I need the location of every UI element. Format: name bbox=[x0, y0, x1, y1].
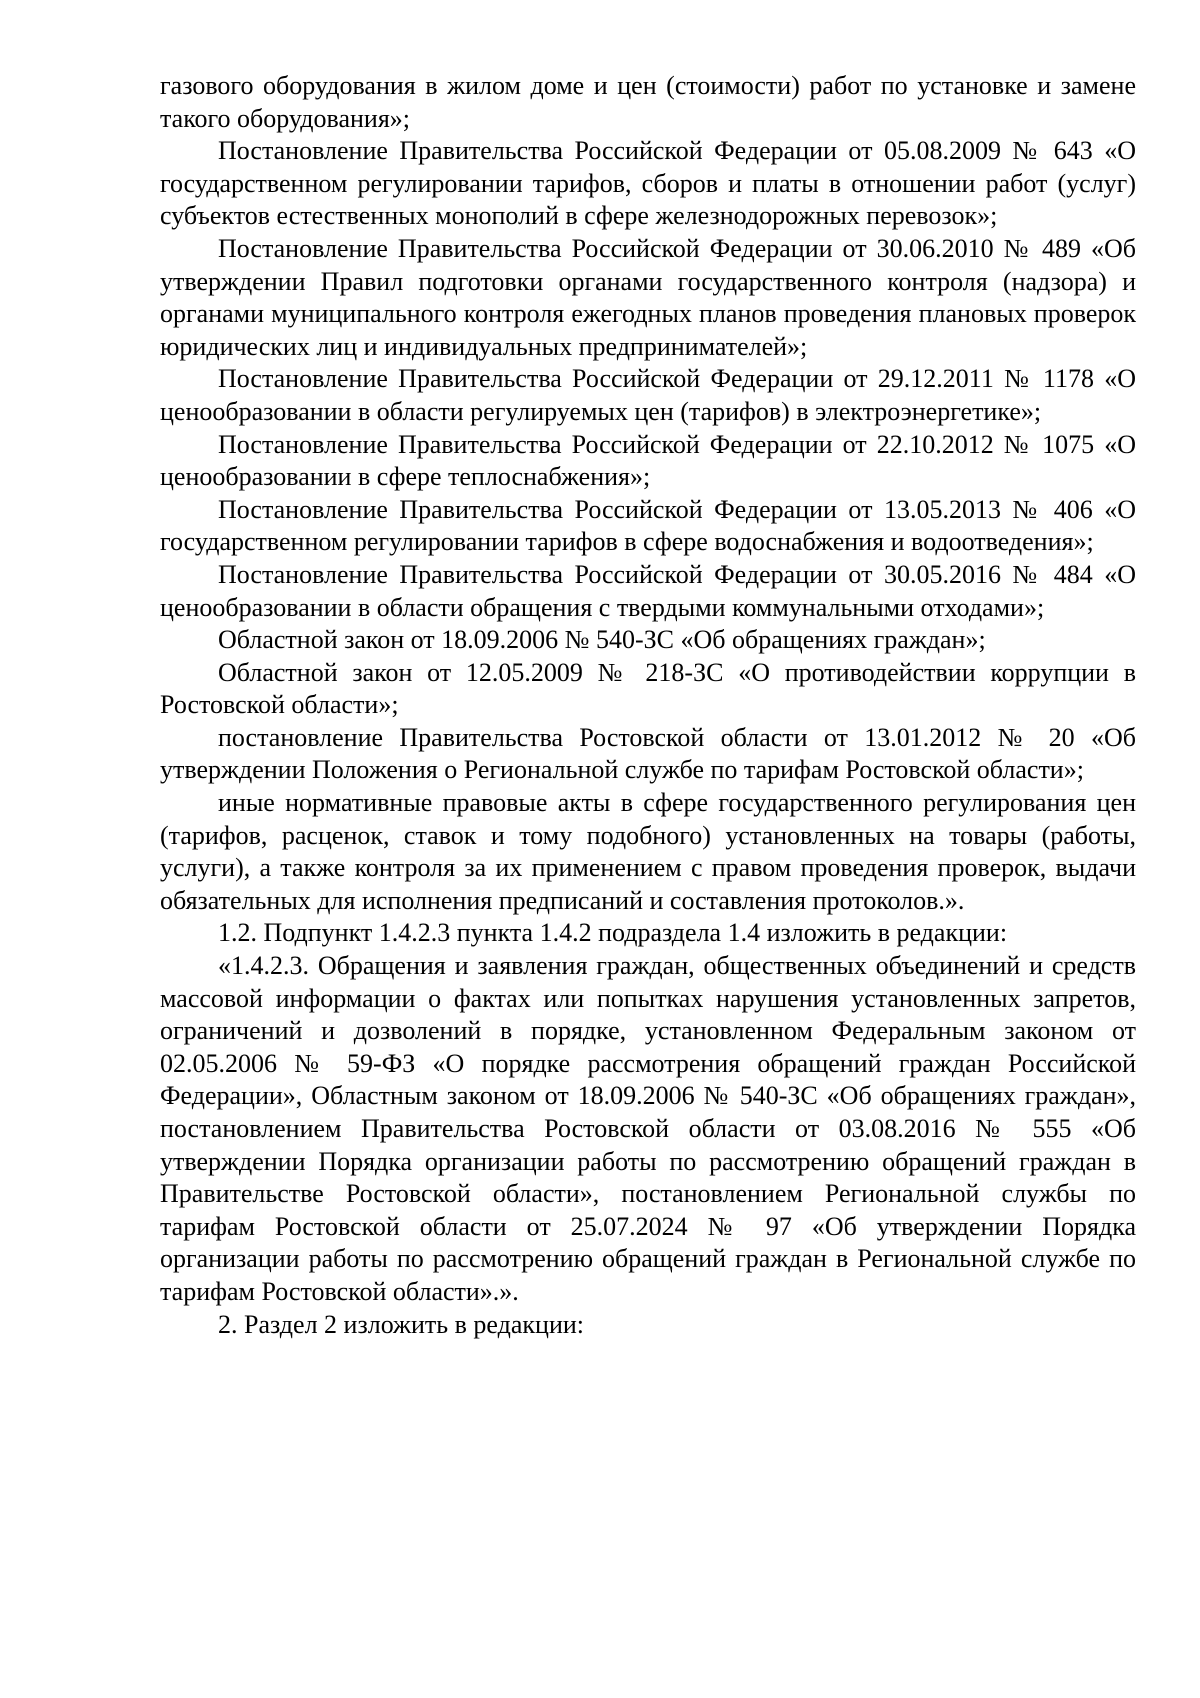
document-page bbox=[160, 70, 1136, 1341]
paragraph-law-218: Областной закон от 12.05.2009 № 218-ЗС «О противодействии коррупции в Ростовской области»; bbox=[160, 657, 1136, 720]
paragraph-decree-406: Постановление Правительства Российской Федерации от 13.05.2013 № 406 «О государственном регулировании тарифов в сфере водоснабжения и водоотведения»; bbox=[160, 494, 1136, 557]
paragraph-decree-484: Постановление Правительства Российской Федерации от 30.05.2016 № 484 «О ценообразовании в области обращения с твердыми коммунальными отходами»; bbox=[160, 559, 1136, 622]
paragraph-decree-1178: Постановление Правительства Российской Федерации от 29.12.2011 № 1178 «О ценообразовании в области регулируемых цен (тарифов) в электроэнергетике»; bbox=[160, 364, 1136, 426]
paragraph-decree-489: Постановление Правительства Российской Федерации от 30.06.2010 № 489 «Об утверждении Правил подготовки органами государственного контроля (надзора) и органами муниципального контроля ежегодных планов проведения плановых проверок юридических лиц и индивидуальных предпринимателей»; bbox=[160, 233, 1136, 361]
paragraph-item-2: 2. Раздел 2 изложить в редакции: bbox=[218, 1309, 584, 1339]
paragraph-item-1-4-2-3: «1.4.2.3. Обращения и заявления граждан, общественных объединений и средств массовой информации о фактах или попытках нарушения установленных запретов, ограничений и дозволений в порядке, установленном Федеральным законом от 02.05.2006 № 59-ФЗ «О порядке рассмотрения обращений граждан Российской Федерации», Областным законом от 18.09.2006 № 540-ЗС «Об обращениях граждан», постановлением Правительства Ростовской области от 03.08.2016 № 555 «Об утверждении Порядка организации работы по рассмотрению обращений граждан в Правительстве Ростовской области», постановлением Региональной службы по тарифам Ростовской области от 25.07.2024 № 97 «Об утверждении Порядка организации работы по рассмотрению обращений граждан в Региональной службе по тарифам Ростовской области».». bbox=[160, 951, 1136, 1306]
paragraph-decree-1075: Постановление Правительства Российской Федерации от 22.10.2012 № 1075 «О ценообразовании в сфере теплоснабжения»; bbox=[160, 429, 1136, 492]
paragraph-decree-643: Постановление Правительства Российской Федерации от 05.08.2009 № 643 «О государственном регулировании тарифов, сборов и платы в отношении работ (услуг) субъектов естественных монополий в сфере железнодорожных перевозок»; bbox=[160, 136, 1136, 231]
paragraph-law-540: Областной закон от 18.09.2006 № 540-ЗС «Об обращениях граждан»; bbox=[218, 625, 986, 655]
paragraph-item-1-2: 1.2. Подпункт 1.4.2.3 пункта 1.4.2 подраздела 1.4 изложить в редакции: bbox=[218, 918, 1008, 948]
paragraph-regional-decree-20: постановление Правительства Ростовской области от 13.01.2012 № 20 «Об утверждении Положения о Региональной службе по тарифам Ростовской области»; bbox=[160, 722, 1136, 785]
paragraph-continuation: газового оборудования в жилом доме и цен (стоимости) работ по установке и замене такого оборудования»; bbox=[160, 71, 1136, 133]
paragraph-other-acts: иные нормативные правовые акты в сфере государственного регулирования цен (тарифов, расценок, ставок и тому подобного) установленных на товары (работы, услуги), а также контроля за их применением с правом проведения проверок, выдачи обязательных для исполнения предписаний и составления протоколов.». bbox=[160, 788, 1136, 915]
